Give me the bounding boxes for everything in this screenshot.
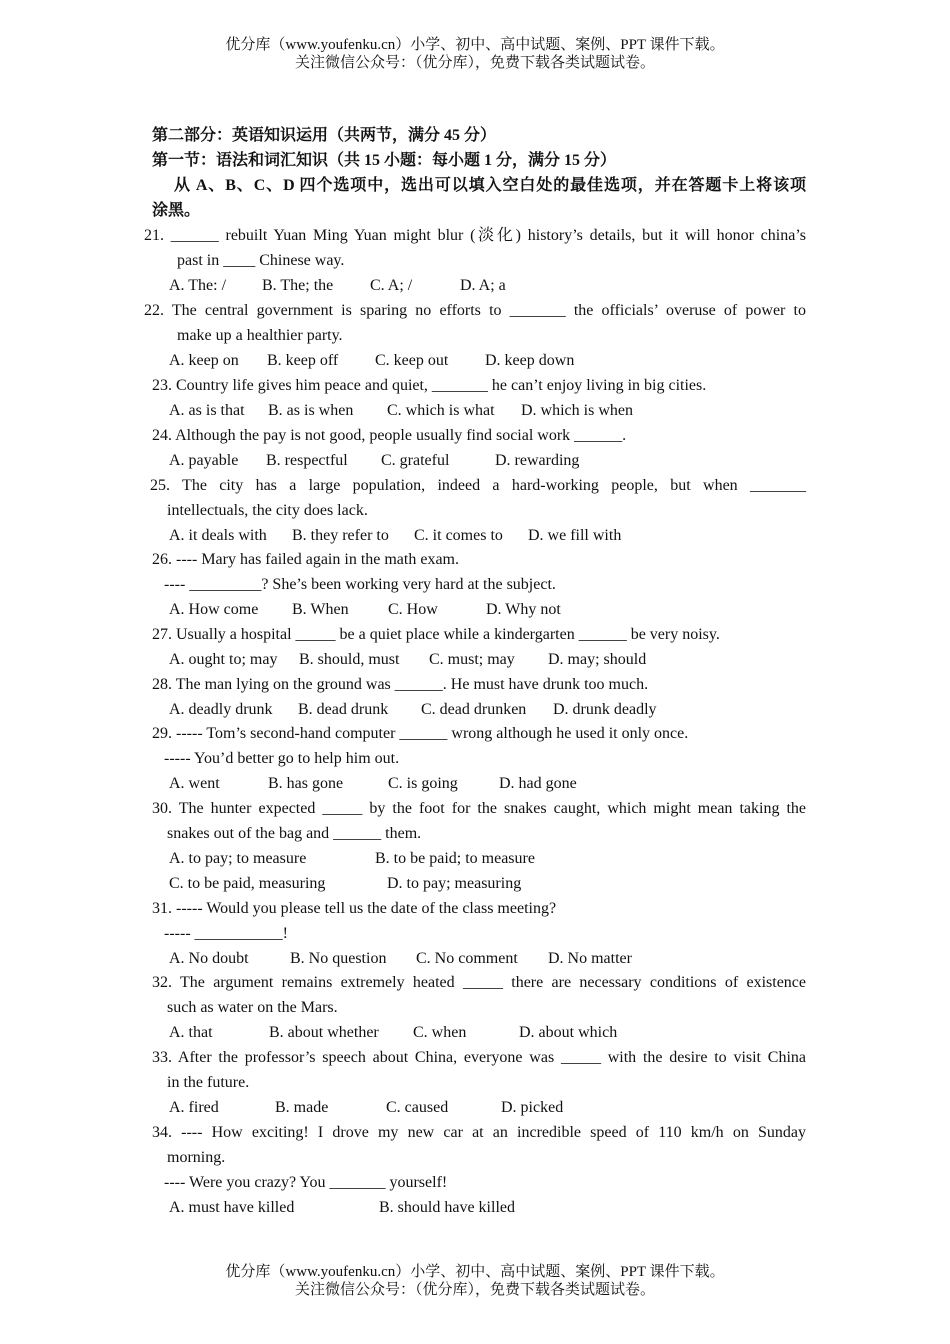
question-25-line-2: intellectuals, the city does lack. (167, 502, 368, 519)
option-27-d: D. may; should (548, 651, 647, 668)
option-28-d: D. drunk deadly (553, 701, 657, 718)
question-34-line-1: 34. ---- How exciting! I drove my new car at an incredible speed of 110 km/h on Sunday (152, 1124, 806, 1141)
question-31-line-2: ----- ___________! (164, 925, 288, 942)
option-31-a: A. No doubt (169, 950, 249, 967)
option-24-b: B. respectful (266, 452, 348, 469)
option-23-a: A. as is that (169, 402, 245, 419)
question-30-line-1: 30. The hunter expected _____ by the foot for the snakes caught, which might mean taking the (152, 800, 806, 817)
option-21-a: A. The: / (169, 277, 227, 294)
option-27-a: A. ought to; may (169, 651, 278, 668)
option-26-c: C. How (388, 601, 438, 618)
option-28-c: C. dead drunken (421, 701, 527, 718)
option-34-a: A. must have killed (169, 1199, 295, 1216)
option-26-b: B. When (292, 601, 349, 618)
question-33-line-1: 33. After the professor’s speech about China, everyone was _____ with the desire to visit China (152, 1049, 806, 1066)
question-24-line-1: 24. Although the pay is not good, people usually find social work ______. (152, 427, 627, 444)
instruction-line-1: 从 A、B、C、D 四个选项中，选出可以填入空白处的最佳选项，并在答题卡上将该项 (174, 177, 806, 194)
question-29-line-2: ----- You’d better go to help him out. (164, 750, 400, 767)
option-29-a: A. went (169, 775, 220, 792)
option-29-b: B. has gone (268, 775, 344, 792)
option-25-b: B. they refer to (292, 527, 389, 544)
part-title: 第二部分：英语知识运用（共两节，满分 45 分） (152, 127, 497, 144)
option-23-b: B. as is when (268, 402, 354, 419)
option-33-a: A. fired (169, 1099, 219, 1116)
option-29-c: C. is going (388, 775, 458, 792)
question-25-line-1: 25. The city has a large population, indeed a hard-working people, but when _______ (150, 477, 806, 494)
question-30-line-2: snakes out of the bag and ______ them. (167, 825, 422, 842)
option-28-a: A. deadly drunk (169, 701, 273, 718)
option-26-a: A. How come (169, 601, 259, 618)
option-23-d: D. which is when (521, 402, 633, 419)
question-21-line-2: past in ____ Chinese way. (177, 252, 345, 269)
option-31-c: C. No comment (416, 950, 518, 967)
question-32-line-1: 32. The argument remains extremely heated _____ there are necessary conditions of existence (152, 974, 806, 991)
option-29-d: D. had gone (499, 775, 577, 792)
option-27-b: B. should, must (299, 651, 400, 668)
option-33-d: D. picked (501, 1099, 564, 1116)
question-33-line-2: in the future. (167, 1074, 250, 1091)
option-27-c: C. must; may (429, 651, 515, 668)
option-22-b: B. keep off (267, 352, 339, 369)
question-34-line-2: morning. (167, 1149, 226, 1166)
footer-line-2: 关注微信公众号：（优分库），免费下载各类试题试卷。 (294, 1282, 655, 1298)
option-25-c: C. it comes to (414, 527, 503, 544)
page-footer (0, 1263, 950, 1299)
instruction-line-2: 涂黑。 (152, 202, 201, 219)
option-32-b: B. about whether (269, 1024, 379, 1041)
option-32-c: C. when (413, 1024, 467, 1041)
question-22-line-1: 22. The central government is sparing no efforts to _______ the officials’ overuse of power to (144, 302, 806, 319)
option-21-b: B. The; the (262, 277, 334, 294)
option-24-c: C. grateful (381, 452, 450, 469)
option-21-d: D. A; a (460, 277, 506, 294)
question-26-line-2: ---- _________? She’s been working very hard at the subject. (164, 576, 556, 593)
option-33-c: C. caused (386, 1099, 449, 1116)
option-33-b: B. made (275, 1099, 329, 1116)
option-22-d: D. keep down (485, 352, 575, 369)
option-30-d: D. to pay; measuring (387, 875, 522, 892)
question-23-line-1: 23. Country life gives him peace and quiet, _______ he can’t enjoy living in big cities. (152, 377, 707, 394)
option-22-c: C. keep out (375, 352, 449, 369)
header-line-2: 关注微信公众号：（优分库），免费下载各类试题试卷。 (294, 55, 655, 71)
option-25-a: A. it deals with (169, 527, 267, 544)
option-30-b: B. to be paid; to measure (375, 850, 535, 867)
option-30-c: C. to be paid, measuring (169, 875, 326, 892)
question-32-line-2: such as water on the Mars. (167, 999, 338, 1016)
question-22-line-2: make up a healthier party. (177, 327, 343, 344)
option-32-d: D. about which (519, 1024, 618, 1041)
option-32-a: A. that (169, 1024, 213, 1041)
option-34-b: B. should have killed (379, 1199, 515, 1216)
question-28-line-1: 28. The man lying on the ground was ______. He must have drunk too much. (152, 676, 649, 693)
option-21-c: C. A; / (370, 277, 413, 294)
option-31-d: D. No matter (548, 950, 632, 967)
option-23-c: C. which is what (387, 402, 495, 419)
option-31-b: B. No question (290, 950, 387, 967)
question-26-line-1: 26. ---- Mary has failed again in the math exam. (152, 551, 459, 568)
option-25-d: D. we fill with (528, 527, 622, 544)
option-24-a: A. payable (169, 452, 239, 469)
question-27-line-1: 27. Usually a hospital _____ be a quiet place while a kindergarten ______ be very noisy. (152, 626, 720, 643)
option-22-a: A. keep on (169, 352, 239, 369)
option-26-d: D. Why not (486, 601, 561, 618)
footer-line-1: 优分库（www.youfenku.cn）小学、初中、高中试题、案例、PPT 课件下载。 (225, 1264, 725, 1280)
option-24-d: D. rewarding (495, 452, 580, 469)
option-28-b: B. dead drunk (298, 701, 389, 718)
header-line-1: 优分库（www.youfenku.cn）小学、初中、高中试题、案例、PPT 课件下载。 (225, 37, 725, 53)
question-31-line-1: 31. ----- Would you please tell us the date of the class meeting? (152, 900, 557, 917)
question-29-line-1: 29. ----- Tom’s second-hand computer ______ wrong although he used it only once. (152, 725, 689, 742)
option-30-a: A. to pay; to measure (169, 850, 307, 867)
subsection-title: 第一节：语法和词汇知识（共 15 小题：每小题 1 分，满分 15 分） (152, 152, 617, 169)
question-21-line-1: 21. ______ rebuilt Yuan Ming Yuan might blur (淡化) history’s details, but it will honor china’s (144, 227, 806, 244)
question-34-line-3: ---- Were you crazy? You _______ yourself! (164, 1174, 448, 1191)
